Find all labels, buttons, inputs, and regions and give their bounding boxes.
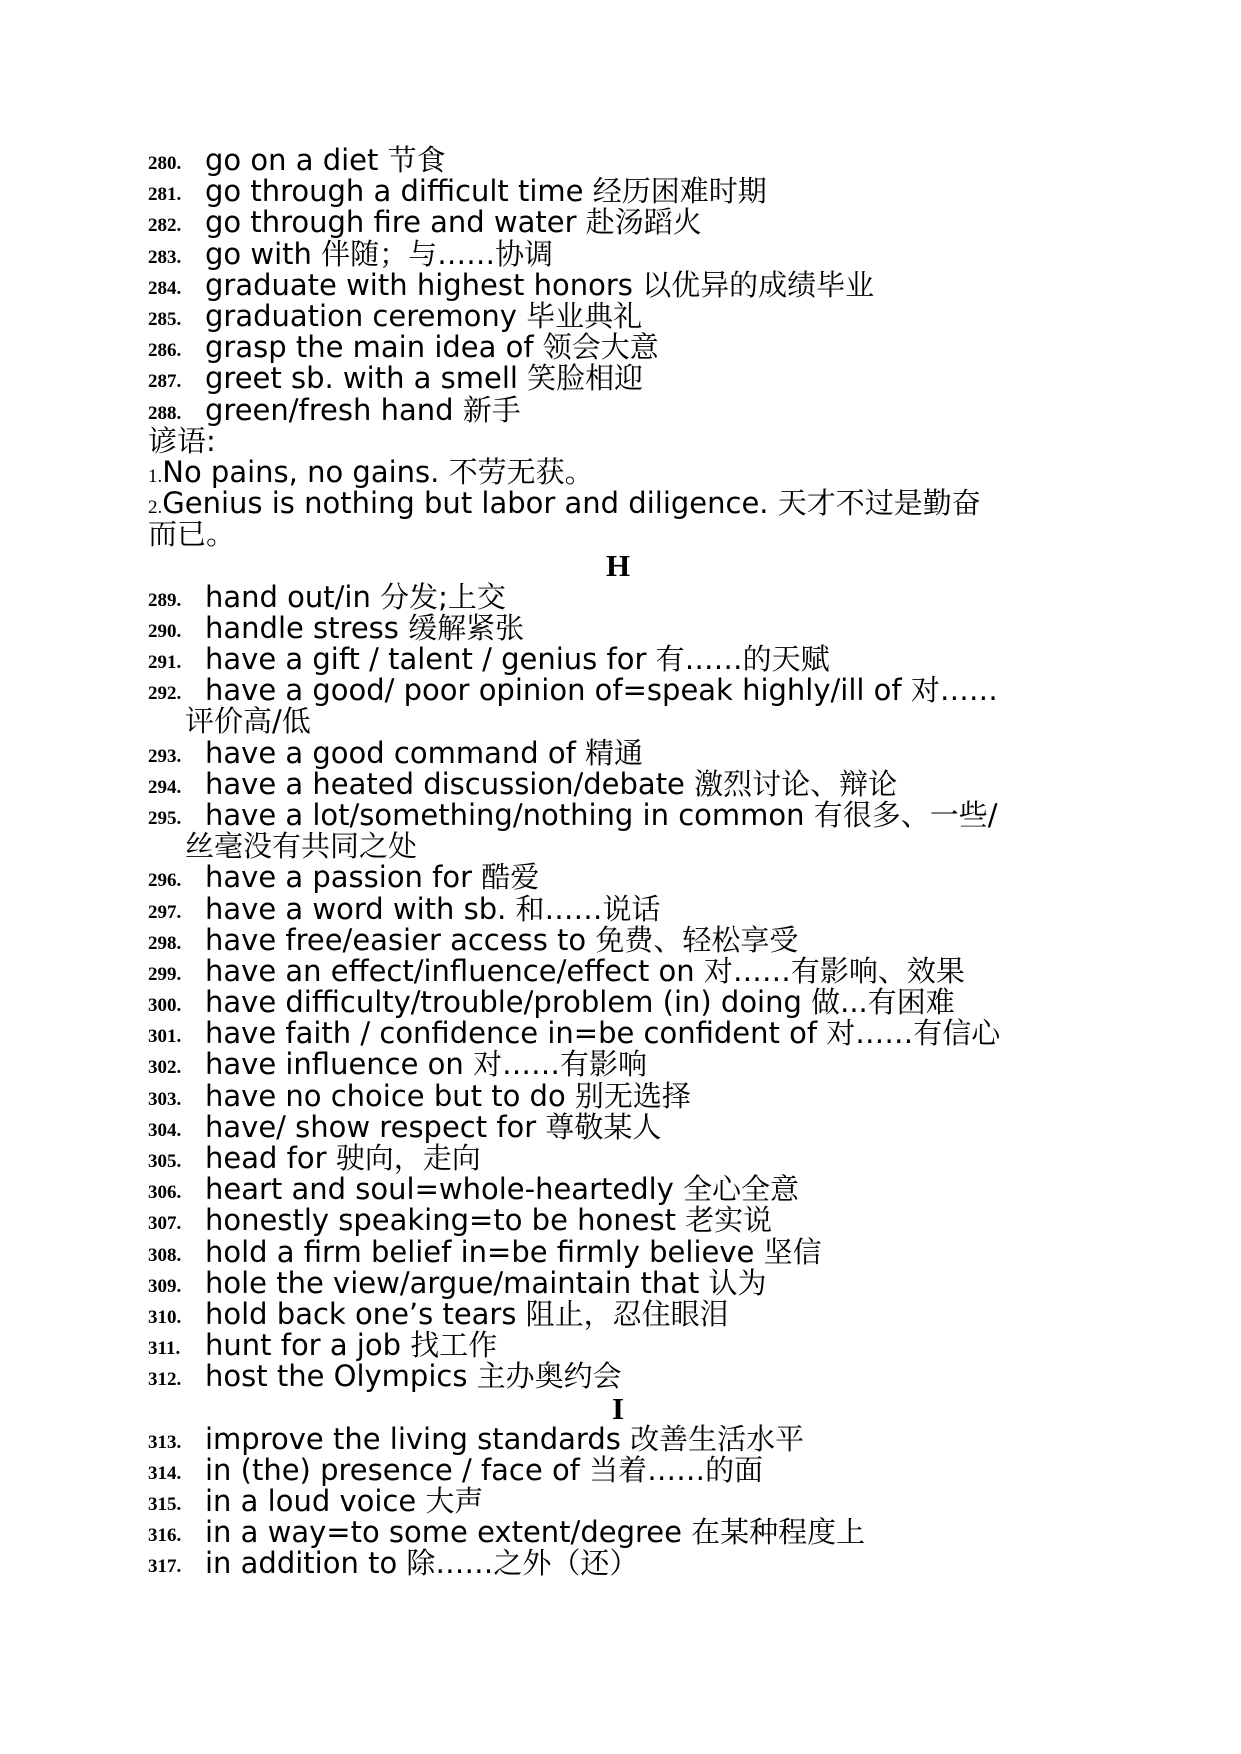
item-number: 316. bbox=[148, 1525, 182, 1547]
item-number: 311. bbox=[148, 1338, 181, 1360]
item-number: 301. bbox=[148, 1026, 182, 1048]
item-number: 315. bbox=[148, 1494, 182, 1516]
item-number: 296. bbox=[148, 870, 182, 892]
list-item bbox=[148, 1452, 1108, 1487]
item-number: 312. bbox=[148, 1369, 182, 1391]
item-text: have an effect/influence/effect on 对……有影响、效果 bbox=[205, 953, 965, 988]
list-item bbox=[148, 298, 1108, 333]
item-text: have no choice but to do 别无选择 bbox=[205, 1078, 691, 1113]
item-text: have a lot/something/nothing in common 有很多、一些/ bbox=[205, 797, 998, 832]
item-number: 291. bbox=[148, 652, 182, 673]
list-item bbox=[148, 363, 1108, 394]
item-text: have influence on 对……有影响 bbox=[205, 1047, 648, 1082]
item-text: in addition to 除……之外（还） bbox=[205, 1546, 639, 1581]
list-item bbox=[148, 644, 1108, 675]
item-number: 295. bbox=[148, 807, 182, 829]
item-number: 309. bbox=[148, 1275, 182, 1297]
list-item bbox=[148, 1517, 1108, 1548]
list-item bbox=[148, 145, 1108, 176]
item-number: 297. bbox=[148, 901, 182, 923]
item-text: go with 伴随；与……协调 bbox=[205, 236, 554, 271]
item-text: graduation ceremony 毕业典礼 bbox=[205, 298, 643, 333]
proverb-item-continuation bbox=[148, 519, 1108, 550]
proverb-number: 1. bbox=[148, 465, 163, 487]
list-item bbox=[148, 922, 1108, 957]
section-heading-i: I bbox=[611, 1390, 625, 1426]
item-text: hole the view/argue/maintain that 认为 bbox=[205, 1265, 767, 1300]
list-item bbox=[148, 176, 1108, 207]
item-number: 304. bbox=[148, 1119, 182, 1141]
item-text: have free/easier access to 免费、轻松享受 bbox=[205, 922, 799, 957]
proverb-number: 2. bbox=[148, 497, 163, 519]
item-text: in a way=to some extent/degree 在某种程度上 bbox=[205, 1515, 866, 1550]
item-text: have a good command of 精通 bbox=[205, 735, 644, 770]
item-number: 287. bbox=[148, 371, 182, 393]
item-number: 292. bbox=[148, 683, 182, 705]
item-number: 302. bbox=[148, 1057, 182, 1079]
list-item bbox=[148, 579, 1108, 614]
list-item bbox=[148, 1143, 1108, 1174]
list-item bbox=[148, 987, 1108, 1018]
item-text: have a heated discussion/debate 激烈讨论、辩论 bbox=[205, 766, 898, 801]
item-number: 314. bbox=[148, 1462, 182, 1484]
list-item bbox=[148, 1361, 1108, 1392]
item-text: go on a diet 节食 bbox=[205, 143, 446, 177]
list-item bbox=[148, 735, 1108, 770]
item-text: have faith / confidence in=be confident of 对……有信心 bbox=[205, 1016, 1001, 1051]
list-item bbox=[148, 766, 1108, 801]
list-item bbox=[148, 392, 1108, 427]
item-number: 303. bbox=[148, 1088, 182, 1110]
item-text: go through fire and water 赴汤蹈火 bbox=[205, 205, 702, 240]
proverb-text-cont: 而已。 bbox=[148, 517, 236, 552]
proverb-item bbox=[148, 488, 1108, 519]
list-item bbox=[148, 1548, 1108, 1579]
item-number: 293. bbox=[148, 745, 182, 767]
item-text: graduate with highest honors 以优异的成绩毕业 bbox=[205, 267, 875, 302]
item-text: have a good/ poor opinion of=speak highly/ill of 对…… bbox=[205, 673, 998, 708]
item-number: 299. bbox=[148, 963, 182, 985]
item-number: 308. bbox=[148, 1244, 182, 1266]
item-number: 310. bbox=[148, 1306, 182, 1328]
list-item bbox=[148, 207, 1108, 238]
item-number: 282. bbox=[148, 215, 182, 237]
list-item bbox=[148, 267, 1108, 302]
list-item bbox=[148, 675, 1108, 706]
list-item bbox=[148, 1421, 1108, 1456]
item-number: 286. bbox=[148, 340, 182, 362]
item-text: greet sb. with a smell 笑脸相迎 bbox=[205, 361, 644, 396]
item-text: honestly speaking=to be honest 老实说 bbox=[205, 1203, 773, 1238]
list-item bbox=[148, 953, 1108, 988]
vocabulary-page bbox=[148, 145, 1108, 1580]
list-item bbox=[148, 236, 1108, 271]
list-item bbox=[148, 1109, 1108, 1144]
item-text: host the Olympics 主办奥约会 bbox=[205, 1359, 622, 1394]
item-number: 313. bbox=[148, 1431, 182, 1453]
item-text: have a word with sb. 和……说话 bbox=[205, 891, 661, 926]
item-number: 300. bbox=[148, 995, 182, 1017]
item-number: 306. bbox=[148, 1182, 182, 1204]
list-item bbox=[148, 1296, 1108, 1331]
item-text: handle stress 缓解紧张 bbox=[205, 610, 525, 645]
list-item bbox=[148, 1174, 1108, 1205]
list-item bbox=[148, 1049, 1108, 1080]
item-number: 284. bbox=[148, 277, 182, 299]
item-text: green/fresh hand 新手 bbox=[205, 392, 521, 427]
proverb-item bbox=[148, 454, 1108, 489]
item-number: 285. bbox=[148, 308, 182, 330]
item-text: improve the living standards 改善生活水平 bbox=[205, 1421, 805, 1456]
item-number: 307. bbox=[148, 1213, 182, 1235]
list-item bbox=[148, 332, 1108, 363]
item-number: 289. bbox=[148, 589, 182, 611]
list-item bbox=[148, 797, 1108, 832]
list-item bbox=[148, 1234, 1108, 1269]
list-item bbox=[148, 1486, 1108, 1517]
item-number: 281. bbox=[148, 184, 182, 206]
item-number: 294. bbox=[148, 776, 182, 798]
proverb-text: Genius is nothing but labor and diligence. 天才不过是勤奋 bbox=[162, 486, 981, 521]
proverbs-label: 谚语: bbox=[148, 423, 216, 458]
item-text: hand out/in 分发;上交 bbox=[205, 579, 506, 614]
item-number: 290. bbox=[148, 620, 182, 642]
item-number: 283. bbox=[148, 246, 182, 268]
item-text: hold back one’s tears 阻止，忍住眼泪 bbox=[205, 1296, 729, 1331]
item-text-cont: 评价高/低 bbox=[185, 704, 311, 739]
item-text: have difficulty/trouble/problem (in) doing 做...有困难 bbox=[205, 985, 955, 1020]
list-item bbox=[148, 610, 1108, 645]
item-text: have a passion for 酷爱 bbox=[205, 860, 540, 895]
section-heading-h: H bbox=[605, 548, 631, 584]
item-number: 298. bbox=[148, 932, 182, 954]
proverb-text: No pains, no gains. 不劳无获。 bbox=[162, 454, 594, 489]
list-item bbox=[148, 1205, 1108, 1236]
item-text: in (the) presence / face of 当着……的面 bbox=[205, 1452, 764, 1487]
item-text: hunt for a job 找工作 bbox=[205, 1328, 498, 1363]
item-number: 288. bbox=[148, 402, 182, 424]
item-number: 317. bbox=[148, 1556, 182, 1578]
list-item bbox=[148, 862, 1108, 893]
item-text: heart and soul=whole-heartedly 全心全意 bbox=[205, 1172, 800, 1207]
item-number: 280. bbox=[148, 153, 182, 174]
item-text: grasp the main idea of 领会大意 bbox=[205, 330, 659, 365]
list-item-continuation bbox=[148, 706, 1108, 737]
list-item-continuation bbox=[148, 831, 1108, 862]
list-item bbox=[148, 1330, 1108, 1361]
item-text-cont: 丝毫没有共同之处 bbox=[185, 829, 418, 864]
item-text: have a gift / talent / genius for 有……的天赋 bbox=[205, 642, 830, 676]
item-text: have/ show respect for 尊敬某人 bbox=[205, 1109, 662, 1144]
item-text: in a loud voice 大声 bbox=[205, 1484, 484, 1519]
list-item bbox=[148, 1265, 1108, 1300]
item-text: go through a difficult time 经历困难时期 bbox=[205, 174, 767, 209]
item-text: head for 驶向，走向 bbox=[205, 1141, 481, 1175]
item-text: hold a firm belief in=be firmly believe 坚信 bbox=[205, 1234, 822, 1269]
list-item bbox=[148, 1018, 1108, 1049]
item-number: 305. bbox=[148, 1151, 182, 1172]
list-item bbox=[148, 891, 1108, 926]
proverbs-label-row bbox=[148, 423, 1108, 458]
list-item bbox=[148, 1078, 1108, 1113]
